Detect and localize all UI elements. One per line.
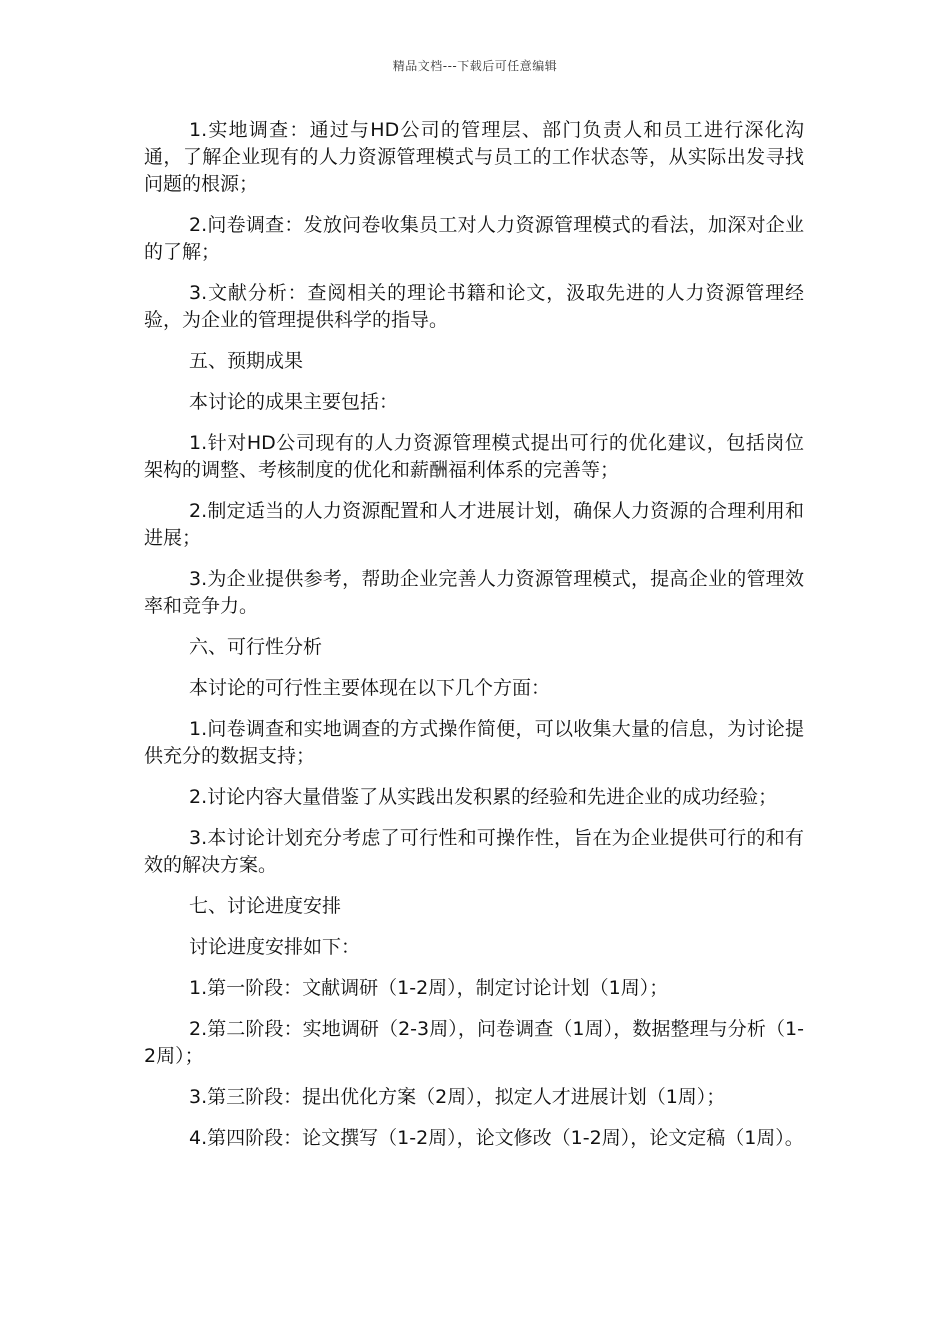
- paragraph-schedule-intro: 讨论进度安排如下：: [189, 936, 361, 958]
- paragraph-stage-2: 2.第二阶段：实地调研（2-3周），问卷调查（1周），数据整理与分析（1-2周）；: [144, 1018, 804, 1067]
- paragraph-stage-3: 3.第三阶段：提出优化方案（2周），拟定人才进展计划（1周）；: [189, 1086, 726, 1108]
- section-heading-schedule: 七、讨论进度安排: [189, 895, 342, 917]
- paragraph-results-intro: 本讨论的成果主要包括：: [189, 391, 399, 413]
- paragraph-stage-4: 4.第四阶段：论文撰写（1-2周），论文修改（1-2周），论文定稿（1周）。: [189, 1127, 804, 1149]
- page-header: 精品文档---下载后可任意编辑: [392, 59, 558, 73]
- section-heading-expected-results: 五、预期成果: [189, 350, 304, 372]
- paragraph-feasibility-intro: 本讨论的可行性主要体现在以下几个方面：: [189, 677, 551, 699]
- paragraph-result-1: 1.针对HD公司现有的人力资源管理模式提出可行的优化建议，包括岗位架构的调整、考核制度的优化和薪酬福利体系的完善等；: [144, 432, 804, 481]
- paragraph-result-2: 2.制定适当的人力资源配置和人才进展计划，确保人力资源的合理利用和进展；: [144, 500, 804, 549]
- paragraph-stage-1: 1.第一阶段：文献调研（1-2周），制定讨论计划（1周）；: [189, 977, 669, 999]
- paragraph-feasibility-2: 2.讨论内容大量借鉴了从实践出发积累的经验和先进企业的成功经验；: [189, 786, 778, 808]
- document-body: [144, 117, 804, 1166]
- section-heading-feasibility: 六、可行性分析: [189, 636, 323, 658]
- paragraph-result-3: 3.为企业提供参考，帮助企业完善人力资源管理模式，提高企业的管理效率和竞争力。: [144, 568, 804, 617]
- paragraph-literature-analysis: 3.文献分析：查阅相关的理论书籍和论文，汲取先进的人力资源管理经验，为企业的管理提供科学的指导。: [144, 282, 804, 331]
- paragraph-questionnaire: 2.问卷调查：发放问卷收集员工对人力资源管理模式的看法，加深对企业的了解；: [144, 214, 804, 263]
- paragraph-field-survey: 1.实地调查：通过与HD公司的管理层、部门负责人和员工进行深化沟通，了解企业现有的人力资源管理模式与员工的工作状态等，从实际出发寻找问题的根源；: [144, 119, 804, 195]
- paragraph-feasibility-3: 3.本讨论计划充分考虑了可行性和可操作性，旨在为企业提供可行的和有效的解决方案。: [144, 827, 804, 876]
- paragraph-feasibility-1: 1.问卷调查和实地调查的方式操作简便，可以收集大量的信息，为讨论提供充分的数据支持；: [144, 718, 804, 767]
